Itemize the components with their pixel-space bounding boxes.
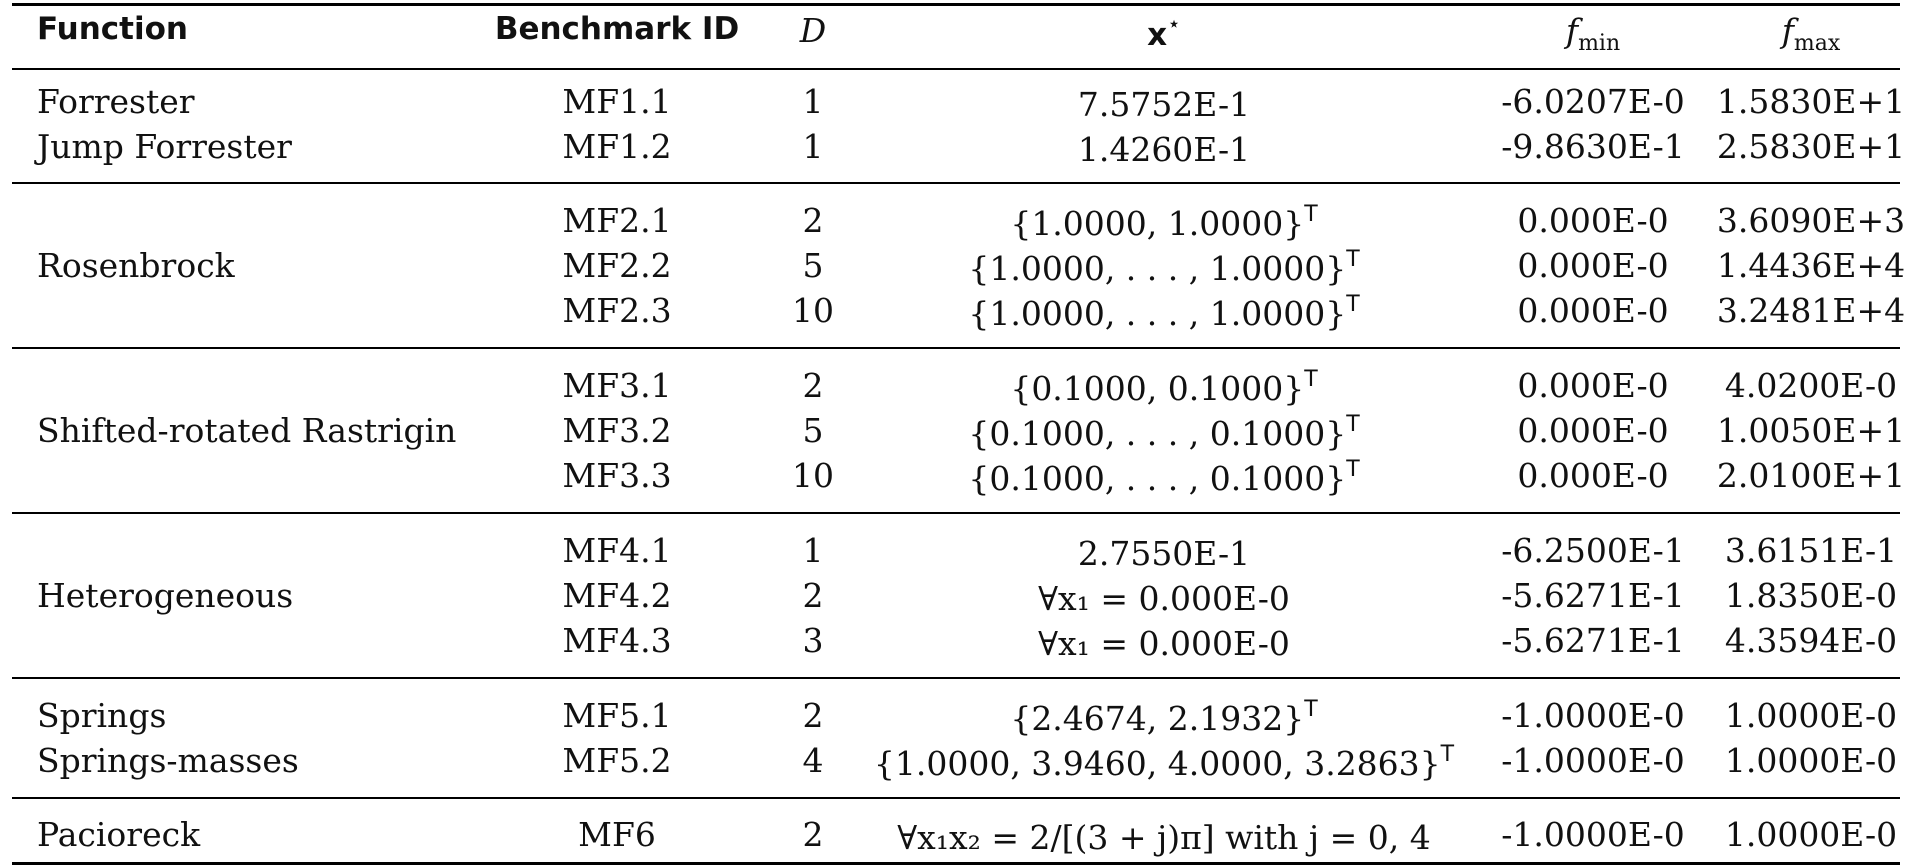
row-d: 1: [802, 82, 824, 121]
row-fmax: 3.6151E-1: [1724, 531, 1898, 570]
header-fmax-f: f: [1781, 11, 1794, 50]
row-fmin: 0.000E-0: [1517, 201, 1669, 240]
row-function: Springs-masses: [37, 741, 299, 780]
row-fmin: 0.000E-0: [1517, 411, 1669, 450]
row-x-star: [968, 412, 1360, 453]
row-x-value: {0.1000, . . . , 0.1000}: [968, 414, 1347, 453]
row-x-star: [1010, 697, 1318, 738]
header-fmax-sub: max: [1793, 31, 1841, 56]
row-benchmark-id: MF3.1: [562, 366, 672, 405]
row-benchmark-id: MF4.2: [562, 576, 672, 615]
row-x-value: ∀x₁ = 0.000E-0: [1038, 624, 1290, 663]
row-x-star: [897, 818, 1431, 857]
row-d: 3: [802, 621, 824, 660]
row-fmax: 1.5830E+1: [1716, 82, 1906, 121]
row-x-value: 1.4260E-1: [1077, 130, 1251, 169]
header-x-star: [1147, 14, 1181, 51]
row-x-transpose: T: [1346, 247, 1360, 272]
row-x-star: [968, 457, 1360, 498]
row-fmax: 1.8350E-0: [1724, 576, 1898, 615]
row-x-transpose: T: [1304, 697, 1318, 722]
row-d: 1: [802, 127, 824, 166]
row-fmax: 1.0000E-0: [1724, 696, 1898, 735]
row-benchmark-id: MF1.2: [562, 127, 672, 166]
header-rule: [12, 68, 1900, 70]
row-fmax: 1.0000E-0: [1724, 741, 1898, 780]
row-x-star: [1077, 85, 1251, 124]
header-fmin-sub: min: [1578, 31, 1621, 56]
row-benchmark-id: MF2.3: [562, 291, 672, 330]
group-rule: [12, 797, 1900, 799]
row-fmin: -5.6271E-1: [1501, 576, 1685, 615]
row-benchmark-id: MF6: [578, 815, 656, 854]
row-x-value: {0.1000, 0.1000}: [1010, 369, 1305, 408]
row-d: 2: [802, 576, 824, 615]
row-d: 5: [802, 246, 824, 285]
row-x-star: [1010, 202, 1318, 243]
header-x-star-superscript: ⋆: [1167, 12, 1181, 37]
row-benchmark-id: MF5.2: [562, 741, 672, 780]
row-function: Forrester: [37, 82, 195, 121]
row-fmin: -6.2500E-1: [1501, 531, 1685, 570]
row-fmin: 0.000E-0: [1517, 456, 1669, 495]
row-x-transpose: T: [1346, 412, 1360, 437]
row-fmax: 1.0050E+1: [1716, 411, 1906, 450]
row-function: Jump Forrester: [37, 127, 292, 166]
row-fmin: 0.000E-0: [1517, 291, 1669, 330]
row-x-star: [873, 742, 1455, 783]
row-x-value: {1.0000, 3.9460, 4.0000, 3.2863}: [873, 744, 1441, 783]
row-x-value: {1.0000, . . . , 1.0000}: [968, 249, 1347, 288]
header-function: Function: [37, 11, 188, 47]
group-rule: [12, 512, 1900, 514]
row-fmin: -1.0000E-0: [1501, 815, 1685, 854]
row-function: Rosenbrock: [37, 246, 235, 285]
row-x-transpose: T: [1440, 742, 1455, 767]
row-benchmark-id: MF1.1: [562, 82, 672, 121]
row-x-star: [968, 292, 1360, 333]
row-fmax: 3.6090E+3: [1716, 201, 1906, 240]
row-x-value: {1.0000, 1.0000}: [1010, 204, 1305, 243]
row-x-star: [968, 247, 1360, 288]
row-fmin: 0.000E-0: [1517, 246, 1669, 285]
row-x-value: 7.5752E-1: [1077, 85, 1251, 124]
row-x-value: ∀x₁x₂ = 2/[(3 + j)π] with j = 0, 4: [897, 818, 1431, 857]
row-benchmark-id: MF2.2: [562, 246, 672, 285]
row-fmax: 2.0100E+1: [1716, 456, 1906, 495]
row-fmax: 4.0200E-0: [1724, 366, 1898, 405]
row-benchmark-id: MF2.1: [562, 201, 672, 240]
header-x-star-symbol: x: [1147, 17, 1168, 53]
row-x-value: {0.1000, . . . , 0.1000}: [968, 459, 1347, 498]
row-fmin: -5.6271E-1: [1501, 621, 1685, 660]
row-x-star: [1010, 367, 1318, 408]
row-x-transpose: T: [1304, 367, 1318, 392]
row-fmax: 4.3594E-0: [1724, 621, 1898, 660]
row-fmin: -9.8630E-1: [1501, 127, 1685, 166]
row-benchmark-id: MF4.1: [562, 531, 672, 570]
row-function: Pacioreck: [37, 815, 201, 854]
row-benchmark-id: MF5.1: [562, 696, 672, 735]
row-x-value: {1.0000, . . . , 1.0000}: [968, 294, 1347, 333]
row-benchmark-id: MF3.2: [562, 411, 672, 450]
row-d: 5: [802, 411, 824, 450]
row-fmax: 3.2481E+4: [1716, 291, 1906, 330]
row-x-value: ∀x₁ = 0.000E-0: [1038, 579, 1290, 618]
row-d: 10: [792, 291, 834, 330]
row-benchmark-id: MF4.3: [562, 621, 672, 660]
row-d: 2: [802, 815, 824, 854]
row-x-star: [1038, 579, 1290, 618]
row-x-star: [1077, 534, 1251, 573]
row-fmin: 0.000E-0: [1517, 366, 1669, 405]
row-fmin: -1.0000E-0: [1501, 741, 1685, 780]
header-fmax: [1781, 11, 1841, 56]
row-d: 2: [802, 366, 824, 405]
top-rule: [12, 3, 1900, 6]
row-fmax: 1.4436E+4: [1716, 246, 1906, 285]
bottom-rule: [12, 862, 1900, 865]
row-benchmark-id: MF3.3: [562, 456, 672, 495]
header-benchmark-id: Benchmark ID: [494, 11, 740, 47]
header-d: D: [799, 11, 827, 50]
row-x-value: 2.7550E-1: [1077, 534, 1251, 573]
row-d: 10: [792, 456, 834, 495]
row-x-transpose: T: [1346, 457, 1360, 482]
row-d: 2: [802, 201, 824, 240]
row-fmax: 2.5830E+1: [1716, 127, 1906, 166]
row-fmax: 1.0000E-0: [1724, 815, 1898, 854]
row-fmin: -1.0000E-0: [1501, 696, 1685, 735]
row-d: 2: [802, 696, 824, 735]
row-x-star: [1077, 130, 1251, 169]
row-d: 1: [802, 531, 824, 570]
group-rule: [12, 182, 1900, 184]
header-fmin-f: f: [1565, 11, 1579, 50]
header-fmin: [1565, 11, 1621, 56]
row-x-transpose: T: [1346, 292, 1360, 317]
group-rule: [12, 677, 1900, 679]
row-function: Heterogeneous: [37, 576, 294, 615]
row-x-transpose: T: [1304, 202, 1318, 227]
group-rule: [12, 347, 1900, 349]
row-x-value: {2.4674, 2.1932}: [1010, 699, 1305, 738]
row-function: Springs: [37, 696, 167, 735]
row-function: Shifted-rotated Rastrigin: [37, 411, 457, 450]
row-d: 4: [802, 741, 824, 780]
row-x-star: [1038, 624, 1290, 663]
row-fmin: -6.0207E-0: [1501, 82, 1685, 121]
